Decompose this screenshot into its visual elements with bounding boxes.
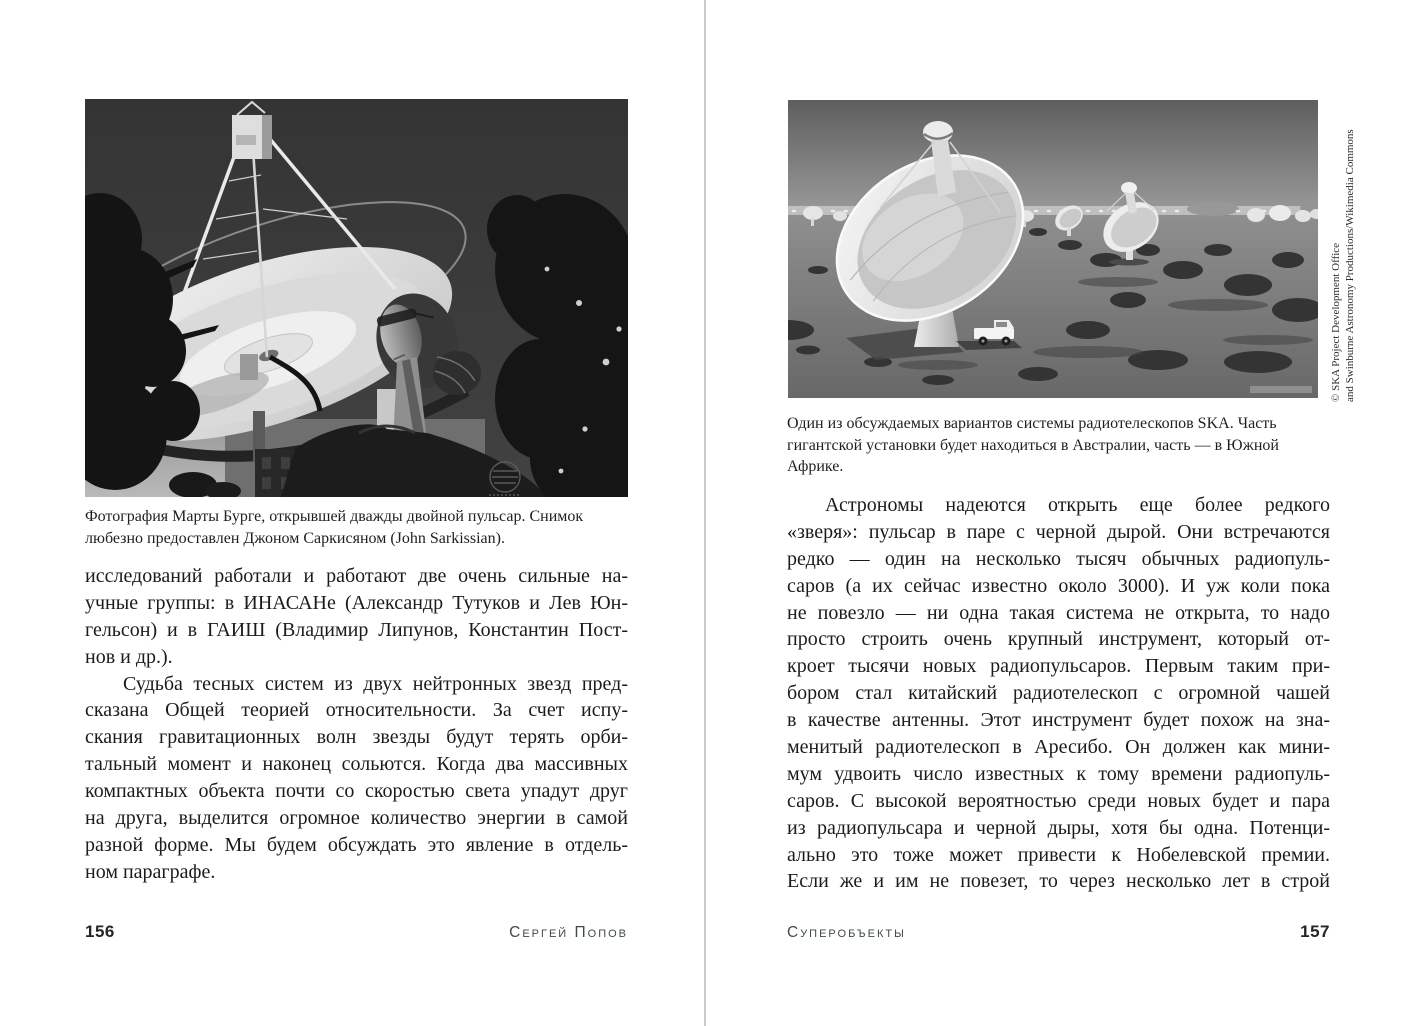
photo-credit (1330, 100, 1357, 402)
body-line: учные группы: в ИНАСАНе (Александр Тутуков и Лев Юн- (85, 591, 628, 614)
body-line: не повезло — ни одна такая система не открыта, то надо (787, 601, 1330, 624)
caption-line: гигантской установки будет находиться в Австралии, часть — в Южной (787, 436, 1279, 454)
body-line: мум удвоить число известных к тому времени радиопуль- (787, 762, 1330, 785)
ska-array-photo (788, 100, 1318, 398)
page-number: 157 (1300, 922, 1330, 941)
body-line: в качестве антенны. Этот инструмент будет похож на зна- (787, 709, 1330, 732)
body-line: Астрономы надеются открыть еще более редкого (825, 494, 1330, 516)
right-page-footer (787, 922, 1330, 942)
caption-line: любезно предоставлен Джоном Саркисяном (John Sarkissian). (85, 529, 505, 547)
credit-line: and Swinburne Astronomy Productions/Wikimedia Commons (1343, 129, 1356, 402)
body-line: бором стал китайский радиотелескоп с огромной чашей (787, 682, 1330, 705)
body-line: просто строить очень крупный инструмент, который от- (787, 628, 1330, 651)
truck-window (996, 322, 1007, 327)
distant-hill (1187, 202, 1239, 216)
page-number: 156 (85, 922, 115, 941)
body-line: менитый радиотелескоп в Аресибо. Он должен как мини- (787, 736, 1330, 759)
body-line: саров (а их сейчас известно около 3000). И уж коли пока (787, 574, 1330, 597)
body-line: сказана Общей теорией относительности. За счет испу- (85, 699, 628, 722)
caption-line: Один из обсуждаемых вариантов системы радиотелескопов SKA. Часть (787, 415, 1277, 432)
lift-cabin (240, 354, 258, 380)
parkes-telescope-photo (85, 99, 628, 497)
body-line: нов и др.). (85, 645, 173, 668)
photo-caption (85, 506, 628, 549)
body-line: исследований работали и работают две очень сильные на- (85, 565, 628, 587)
page-divider (704, 0, 706, 1026)
body-line: скания гравитационных волн звезды будут терять орби- (85, 726, 628, 749)
credit-line: © SKA Project Development Office (1330, 242, 1342, 402)
body-line: кроет тысячи новых радиопульсаров. Первым таким при- (787, 655, 1330, 678)
focus-cabin-shade (262, 115, 272, 159)
parkes-telescope-illustration (85, 99, 628, 497)
body-line: саров. С высокой вероятностью среди новых будет и пара (787, 789, 1330, 812)
photo-watermark (1250, 386, 1312, 393)
photo-caption (787, 413, 1330, 478)
body-line: из радиопульсара и черной дыры, хотя бы одна. Потенци- (787, 816, 1330, 839)
caption-line: Фотография Марты Бурге, открывшей дважды двойной пульсар. Снимок (85, 508, 584, 525)
body-line: компактных объекта почти со скоростью света упадут друг (85, 780, 628, 803)
running-title-book: Суперобъекты (787, 924, 906, 941)
body-line: «зверя»: пульсар в паре с черной дырой. Они встречаются (787, 520, 1330, 543)
body-line: на друга, выделится огромное количество энергии в самой (85, 807, 628, 830)
running-title-author: Сергей Попов (509, 924, 628, 941)
body-line: тальный момент и наконец сольются. Когда два массивных (85, 753, 628, 776)
body-text (787, 492, 1330, 895)
body-line: ально это тоже может привести к Нобелевской премии. (787, 843, 1330, 866)
body-line: гельсон) и в ГАИШ (Владимир Липунов, Константин Пост- (85, 618, 628, 641)
body-text (85, 563, 628, 886)
caption-line: Африке. (787, 458, 844, 475)
left-page-footer (85, 922, 628, 942)
ska-array-illustration (788, 100, 1318, 398)
body-line: редко — один на несколько тысяч обычных радиопуль- (787, 547, 1330, 570)
body-line: ном параграфе. (85, 860, 216, 883)
body-line: разной форме. Мы будем обсуждать это явление в отдель- (85, 833, 628, 856)
body-line: Судьба тесных систем из двух нейтронных звезд пред- (123, 672, 628, 695)
body-line: Если же и им не повезет, то через несколько лет в строй (787, 870, 1330, 893)
cabin-detail (236, 135, 256, 145)
